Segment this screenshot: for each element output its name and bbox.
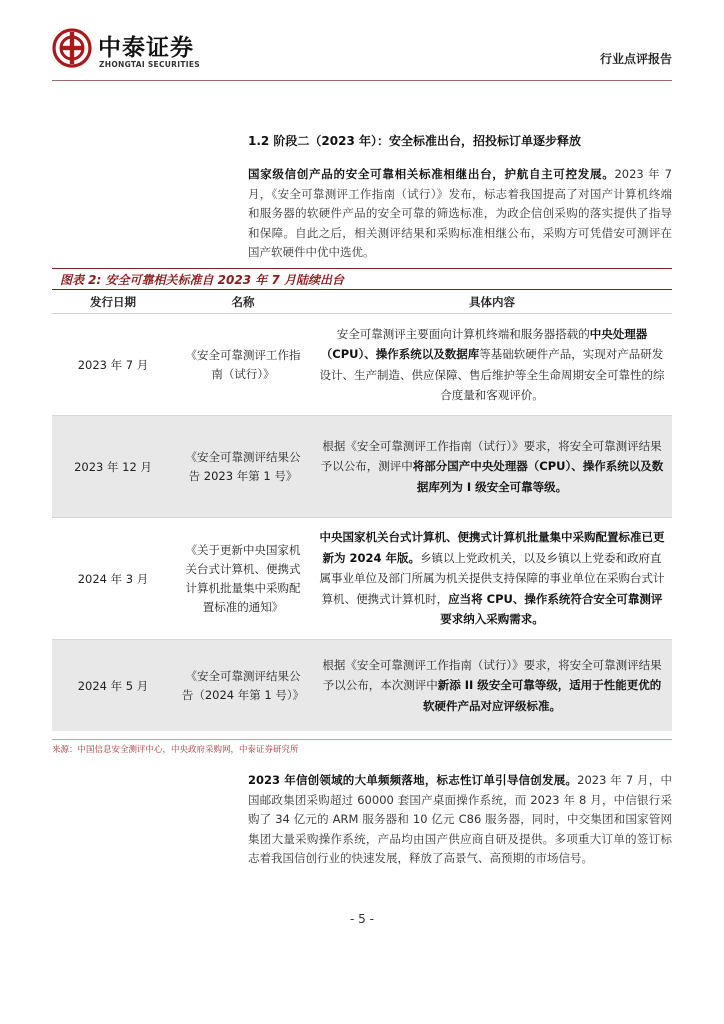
figure-source: 来源：中国信息安全测评中心，中央政府采购网，中泰证券研究所 xyxy=(52,739,672,755)
figure-title: 图表 2: 安全可靠相关标准自 2023 年 7 月陆续出台 xyxy=(60,273,344,287)
figure-title-bar xyxy=(52,268,672,290)
detail-text: 根据《安全可靠测评工作指南（试行）》要求，将安全可靠测评结果予以公布，测评中 xyxy=(320,438,662,474)
section-title: 1.2 阶段二（2023 年）：安全标准出台，招投标订单逐步释放 xyxy=(248,134,582,148)
detail-emphasis: 中央国家机关台式计算机、便携式计算机批量集中采购配置标准已更新为 2024 年版。 xyxy=(319,530,665,565)
table-row xyxy=(52,518,672,640)
table-row xyxy=(52,640,672,732)
row-name: 《关于更新中央国家机关台式计算机、便携式计算机批量集中采购配置标准的通知》 xyxy=(174,518,312,640)
column-header-content: 具体内容 xyxy=(312,291,672,314)
detail-text: 乡镇以上党政机关，以及乡镇以上党委和政府直属事业单位及部门所属为机关提供支持保障的事业单位在采购台式计算机、便携式计算机时， xyxy=(319,550,665,606)
header-divider xyxy=(52,80,672,81)
row-date: 2023 年 12 月 xyxy=(52,416,174,518)
row-name: 《安全可靠测评结果公告（2024 年第 1 号）》 xyxy=(174,640,312,732)
detail-emphasis: 中央处理器（CPU）、操作系统以及数据库 xyxy=(320,326,648,361)
column-header-name: 名称 xyxy=(174,291,312,314)
row-detail xyxy=(312,314,672,416)
zhongtai-logo-icon xyxy=(52,28,92,68)
report-type-label: 行业点评报告 xyxy=(599,52,672,66)
detail-emphasis: 新添 II 级安全可靠等级，适用于性能更优的软硬件产品对应评级标准。 xyxy=(423,678,662,713)
page-number: - 5 - xyxy=(350,912,374,926)
row-date: 2023 年 7 月 xyxy=(52,314,174,416)
table-row xyxy=(52,314,672,416)
row-detail xyxy=(312,518,672,640)
row-detail xyxy=(312,416,672,518)
paragraph-lead: 国家级信创产品的安全可靠相关标准相继出台，护航自主可控发展。 xyxy=(248,167,615,181)
row-name: 《安全可靠测评结果公告 2023 年第 1 号》 xyxy=(174,416,312,518)
column-header-date: 发行日期 xyxy=(52,291,174,314)
paragraph-body: 2023 年 7 月，中国邮政集团采购超过 60000 套国产桌面操作系统，而 2023 年 8 月，中信银行采购了 34 亿元的 ARM 服务器和 10 亿元 C86 服务器，同时，中交集团和国家管网集团大量采购操作系统，产品均由国产供应商自研及提供。多项重大订单的签订标志着我国信创行业的快速发展，释放了高景气、高预期的市场信号。 xyxy=(248,773,672,865)
standards-table xyxy=(52,291,672,731)
detail-emphasis: 应当将 CPU、操作系统符合安全可靠测评要求纳入采购需求。 xyxy=(440,591,663,627)
paragraph-standards xyxy=(248,165,672,263)
table-header-row xyxy=(52,291,672,314)
row-date: 2024 年 5 月 xyxy=(52,640,174,732)
logo-chinese-name: 中泰证券 xyxy=(98,35,194,61)
paragraph-orders xyxy=(248,771,672,869)
logo-english-name: ZHONGTAI SECURITIES xyxy=(99,60,200,69)
paragraph-body: 2023 年 7 月，《安全可靠测评工作指南（试行）》发布，标志着我国提高了对国产计算机终端和服务器的软硬件产品的安全可靠的筛选标准，为政企信创采购的落实提供了指导和保障。自此之后，相关测评结果和采购标准相继公布，采购方可凭借安可测评在国产软硬件中优中选优。 xyxy=(248,167,672,259)
row-name: 《安全可靠测评工作指南（试行）》 xyxy=(174,314,312,416)
detail-text: 安全可靠测评主要面向计算机终端和服务器搭载的 xyxy=(336,326,590,341)
row-detail xyxy=(312,640,672,732)
detail-text: 等基础软硬件产品，实现对产品研发设计、生产制造、供应保障、售后维护等全生命周期安全可靠性的综合度量和客观评价。 xyxy=(319,347,665,402)
detail-text: 根据《安全可靠测评工作指南（试行）》要求，将安全可靠测评结果予以公布，本次测评中 xyxy=(322,657,662,693)
page-header xyxy=(52,28,672,80)
detail-emphasis: 将部分国产中央处理器（CPU）、操作系统以及数据库列为 I 级安全可靠等级。 xyxy=(412,459,664,494)
paragraph-lead: 2023 年信创领域的大单频频落地，标志性订单引导信创发展。 xyxy=(248,773,578,787)
row-date: 2024 年 3 月 xyxy=(52,518,174,640)
table-row xyxy=(52,416,672,518)
